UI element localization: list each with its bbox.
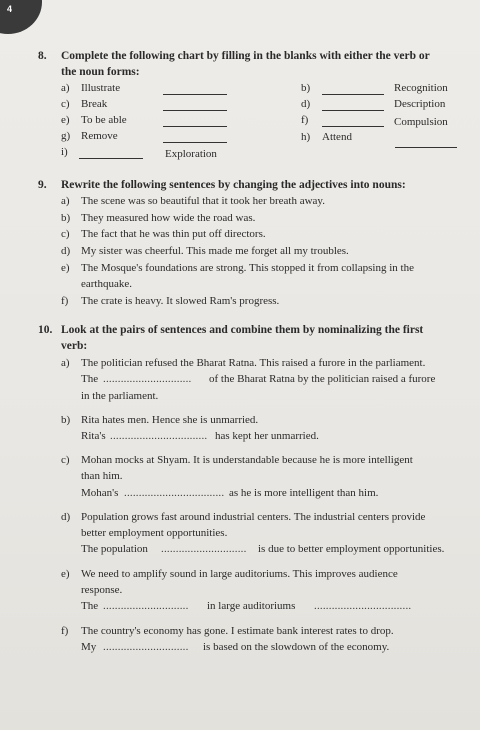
q8-d-word: Description xyxy=(394,98,446,110)
q8-i-label: i) xyxy=(61,146,68,158)
q8-f-word: Compulsion xyxy=(394,116,448,128)
q8-instruction-line2: the noun forms: xyxy=(61,66,140,78)
q10-c-prompt-start: Mohan's xyxy=(81,487,119,499)
q10-a-blank[interactable]: .............................. xyxy=(103,373,192,385)
q8-a-label: a) xyxy=(61,82,70,94)
q9-b-text: They measured how wide the road was. xyxy=(81,212,256,224)
q8-e-blank[interactable] xyxy=(163,118,227,127)
q10-b-blank[interactable]: ................................. xyxy=(110,430,208,442)
q10-e-sentence-cont: response. xyxy=(81,584,123,596)
q9-c-label: c) xyxy=(61,228,70,240)
q10-f-prompt-end: is based on the slowdown of the economy. xyxy=(203,641,390,653)
q10-f-label: f) xyxy=(61,625,69,637)
q8-instruction-line1: Complete the following chart by filling in the blanks with either the verb or xyxy=(61,50,430,62)
q10-a-prompt-start: The xyxy=(81,373,99,385)
q10-c-prompt-end: as he is more intelligent than him. xyxy=(229,487,379,499)
q10-b-label: b) xyxy=(61,414,71,426)
q10-c-sentence: Mohan mocks at Shyam. It is understandable because he is more intelligent xyxy=(81,454,413,466)
q8-a-blank[interactable] xyxy=(163,86,227,95)
q9-d-label: d) xyxy=(61,245,71,257)
q8-b-blank[interactable] xyxy=(322,86,384,95)
q10-e-prompt-start: The xyxy=(81,600,99,612)
q10-b-sentence: Rita hates men. Hence she is unmarried. xyxy=(81,414,259,426)
q10-instruction-line1: Look at the pairs of sentences and combine them by nominalizing the first xyxy=(61,324,424,336)
q10-d-sentence: Population grows fast around industrial centers. The industrial centers provide xyxy=(81,511,426,523)
q9-e-text-cont: earthquake. xyxy=(81,278,132,290)
q10-c-label: c) xyxy=(61,454,70,466)
q10-instruction-line2: verb: xyxy=(61,340,88,352)
q8-c-blank[interactable] xyxy=(163,102,227,111)
q9-f-label: f) xyxy=(61,295,69,307)
q8-b-word: Recognition xyxy=(394,82,448,94)
q8-e-label: e) xyxy=(61,114,70,126)
q10-a-sentence: The politician refused the Bharat Ratna. This raised a furore in the parliament. xyxy=(81,357,426,369)
q10-e-blank[interactable]: ............................. xyxy=(103,600,189,612)
q9-number: 9. xyxy=(38,179,47,191)
q8-i-word: Exploration xyxy=(165,148,217,160)
q10-e-label: e) xyxy=(61,568,70,580)
q9-f-text: The crate is heavy. It slowed Ram's progress. xyxy=(81,295,280,307)
q8-b-label: b) xyxy=(301,82,311,94)
q8-g-word: Remove xyxy=(81,130,118,142)
page-number-badge xyxy=(0,0,42,34)
q8-f-blank[interactable] xyxy=(322,118,384,127)
q10-d-label: d) xyxy=(61,511,71,523)
q8-h-word: Attend xyxy=(322,131,352,143)
q10-e-sentence: We need to amplify sound in large auditoriums. This improves audience xyxy=(81,568,398,580)
q9-a-label: a) xyxy=(61,195,70,207)
q8-i-blank[interactable] xyxy=(79,150,143,159)
page-number: 4 xyxy=(7,4,13,14)
q9-e-text: The Mosque's foundations are strong. This stopped it from collapsing in the xyxy=(81,262,414,274)
q10-b-prompt-end: has kept her unmarried. xyxy=(215,430,319,442)
q9-c-text: The fact that he was thin put off directors. xyxy=(81,228,266,240)
q9-instruction: Rewrite the following sentences by changing the adjectives into nouns: xyxy=(61,179,406,191)
q10-b-prompt-start: Rita's xyxy=(81,430,106,442)
q8-c-label: c) xyxy=(61,98,70,110)
q10-f-prompt-start: My xyxy=(81,641,97,653)
q8-e-word: To be able xyxy=(81,114,127,126)
q10-number: 10. xyxy=(38,324,53,336)
q9-b-label: b) xyxy=(61,212,71,224)
q10-f-sentence: The country's economy has gone. I estimate bank interest rates to drop. xyxy=(81,625,394,637)
q10-a-prompt-cont: in the parliament. xyxy=(81,390,159,402)
q8-g-blank[interactable] xyxy=(163,134,227,143)
q10-d-prompt-end: is due to better employment opportunities. xyxy=(258,543,445,555)
q9-e-label: e) xyxy=(61,262,70,274)
q8-g-label: g) xyxy=(61,130,71,142)
q10-d-sentence-cont: better employment opportunities. xyxy=(81,527,228,539)
q10-c-blank[interactable]: .................................. xyxy=(124,487,225,499)
q10-d-prompt-start: The population xyxy=(81,543,148,555)
q9-d-text: My sister was cheerful. This made me forget all my troubles. xyxy=(81,245,349,257)
q8-h-label: h) xyxy=(301,131,311,143)
q10-f-blank[interactable]: ............................. xyxy=(103,641,189,653)
q8-number: 8. xyxy=(38,50,47,62)
q8-h-blank[interactable] xyxy=(395,139,457,148)
q10-a-prompt-end: of the Bharat Ratna by the politician raised a furore xyxy=(209,373,436,385)
q10-d-blank[interactable]: ............................. xyxy=(161,543,247,555)
q8-d-blank[interactable] xyxy=(322,102,384,111)
q10-e-blank-2[interactable]: ................................. xyxy=(314,600,412,612)
q8-a-word: Illustrate xyxy=(81,82,121,94)
q10-e-prompt-mid: in large auditoriums xyxy=(207,600,296,612)
q9-a-text: The scene was so beautiful that it took her breath away. xyxy=(81,195,325,207)
q8-f-label: f) xyxy=(301,114,309,126)
q10-c-sentence-cont: than him. xyxy=(81,470,123,482)
q8-c-word: Break xyxy=(81,98,108,110)
q8-d-label: d) xyxy=(301,98,311,110)
q10-a-label: a) xyxy=(61,357,70,369)
